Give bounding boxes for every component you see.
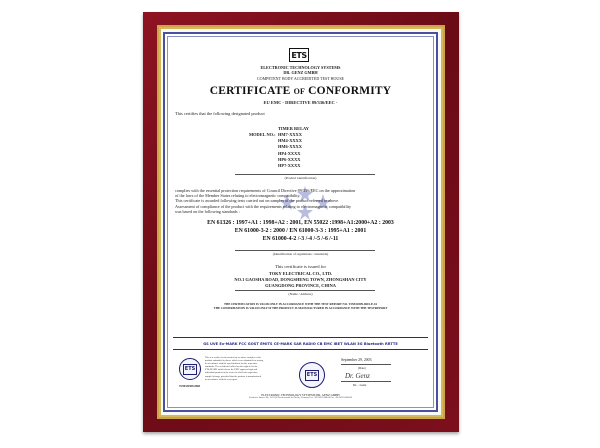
address-caption: (Name / Address) (288, 292, 313, 296)
certificate-paper (163, 32, 438, 412)
company-address: NO.1 GAOSHA ROAD, DONGSHENG TOWN, ZHONGSHAN CITY (234, 277, 367, 282)
model-item: HM7-XXXX (278, 132, 302, 137)
standard-line: EN 61326 : 1997+A1 : 1998+A2 : 2001, EN 55022 :1998+A1:2000+A2 : 2003 (207, 220, 394, 226)
body-line: was based on the following standards : (175, 208, 240, 214)
org-name-2: DR. GENZ GMBH (283, 70, 318, 75)
org-name: ELECTRONIC TECHNOLOGY SYSTEMS (260, 65, 341, 70)
intro-text: This certifies that the following designated product (175, 111, 265, 116)
footer-address: Storkower Strasse 38c, D-15526 Reichenwalde bei Berlin, Germany Fon +49-33631-888-00 Fax +49-33631-888-660 (249, 397, 352, 399)
gilt-border (157, 25, 445, 419)
product-caption: (Product identification) (284, 176, 317, 180)
report-confirmation: THE CONFIRMATION IS VALID ONLY IF THE PRODUCT IS MANUFACTURED IN ACCORDANCE WITH THE TESTREPORT (213, 306, 388, 310)
report-validity: THE CERTIFICATION IS VALID ONLY IN ACCORDANCE WITH THE TEST REPORT NO. T25E20309-0601-E-16 (223, 302, 378, 306)
model-item: HP7-XXXX (278, 163, 301, 169)
model-label: MODEL NO.: (249, 132, 276, 137)
directive: EU EMC - DIRECTIVE 89/336/EEC - (263, 100, 338, 105)
approval-marks-row: GS UVE Ex-MARK FCC GOST EMITS CE-MARK SAR RADIO CB EMC IBET WLAN 3G Bluetooth RRTTE (203, 342, 398, 346)
compliance-text (175, 188, 355, 214)
accreditation-status: COMPETENT BODY ACCREDITED TEST HOUSE (257, 76, 344, 81)
frame-mat (161, 29, 441, 415)
standard-line: EN 61000-4-2 /-3 /-4 /-5 /-6 /-11 (262, 236, 339, 242)
body-line: of the laws of the Member States relating to electromagnetic compatibility. (175, 193, 301, 199)
marks-rule-bottom (173, 349, 428, 350)
footer-note-line: in accordance with the test report. (205, 377, 238, 381)
certificate-frame (143, 12, 459, 432)
model-item: HP4-XXXX (278, 150, 301, 156)
signer-name: Dr. - Genz (353, 383, 367, 387)
product-name: TIMER RELAY (278, 126, 309, 131)
body-line: This certificate is awarded following tests carried out on samples of the product referred to above. (175, 198, 340, 204)
model-item: HP6-XXXX (278, 156, 301, 162)
standards-list (165, 219, 436, 243)
company-address-2: GUANGDONG PROVINCE, CHINA (265, 283, 336, 288)
footer-note-line: ETS-MARK which shows the EMC approval sign and (205, 368, 258, 372)
ets-seal-center: ETS (299, 362, 325, 388)
signature: Dr. Genz (345, 372, 370, 380)
date-caption: (Date) (358, 366, 366, 370)
signature-rule (341, 381, 391, 382)
standards-caption: (Identification of regulations / standards) (272, 252, 329, 256)
body-line: complies with the essential protection requirements of Council Directive 89/336/EEC on the approximation (175, 188, 356, 193)
certificate-title: CERTIFICATE of CONFORMITY (209, 85, 392, 97)
body-line: Assessment of compliance of the product with the requirements relating to electromagnetic compatibility (175, 203, 352, 209)
issue-date: September 29, 2003 (341, 358, 372, 362)
ets-logo: ETS (289, 48, 309, 62)
model-item: HM6-XXXX (278, 144, 302, 150)
marks-rule-top (173, 337, 428, 338)
footer-note (205, 356, 263, 381)
footer-note-line: sample belongs, provided that the product is manufactured (205, 374, 262, 378)
model-list (278, 132, 302, 169)
model-item: HM4-XXXX (278, 138, 302, 144)
address-rule (235, 290, 375, 291)
ets-seal-left: ETS (179, 358, 201, 380)
footer-note-line: This is a result of tests carried out on above samples of the (205, 356, 262, 359)
issued-for-label: This certificate is issued for (274, 264, 327, 269)
standard-line: EN 61000-3-2 : 2000 / EN 61000-3-3 : 1995+A1 : 2001 (234, 228, 367, 234)
footer-org: ELECTRONIC TECHNOLOGY SYSTEMS DR. GENZ GMBH (261, 393, 340, 397)
footer-note-line: individual product in the series to which the inspection (205, 371, 258, 375)
footer-note-line: in accordance with the specifications for the respective (205, 362, 258, 366)
date-rule (341, 364, 391, 365)
certificate-number: T25E20309-0601 (179, 384, 201, 388)
footer-note-line: standards. The certificate holder has the right to fix the (205, 365, 258, 369)
product-rule (235, 174, 375, 175)
standards-rule (235, 250, 375, 251)
footer-note-line: product submitted to above which were submitted for testing (205, 359, 264, 363)
company-name: TOKY ELECTRICAL CO., LTD. (268, 271, 333, 276)
